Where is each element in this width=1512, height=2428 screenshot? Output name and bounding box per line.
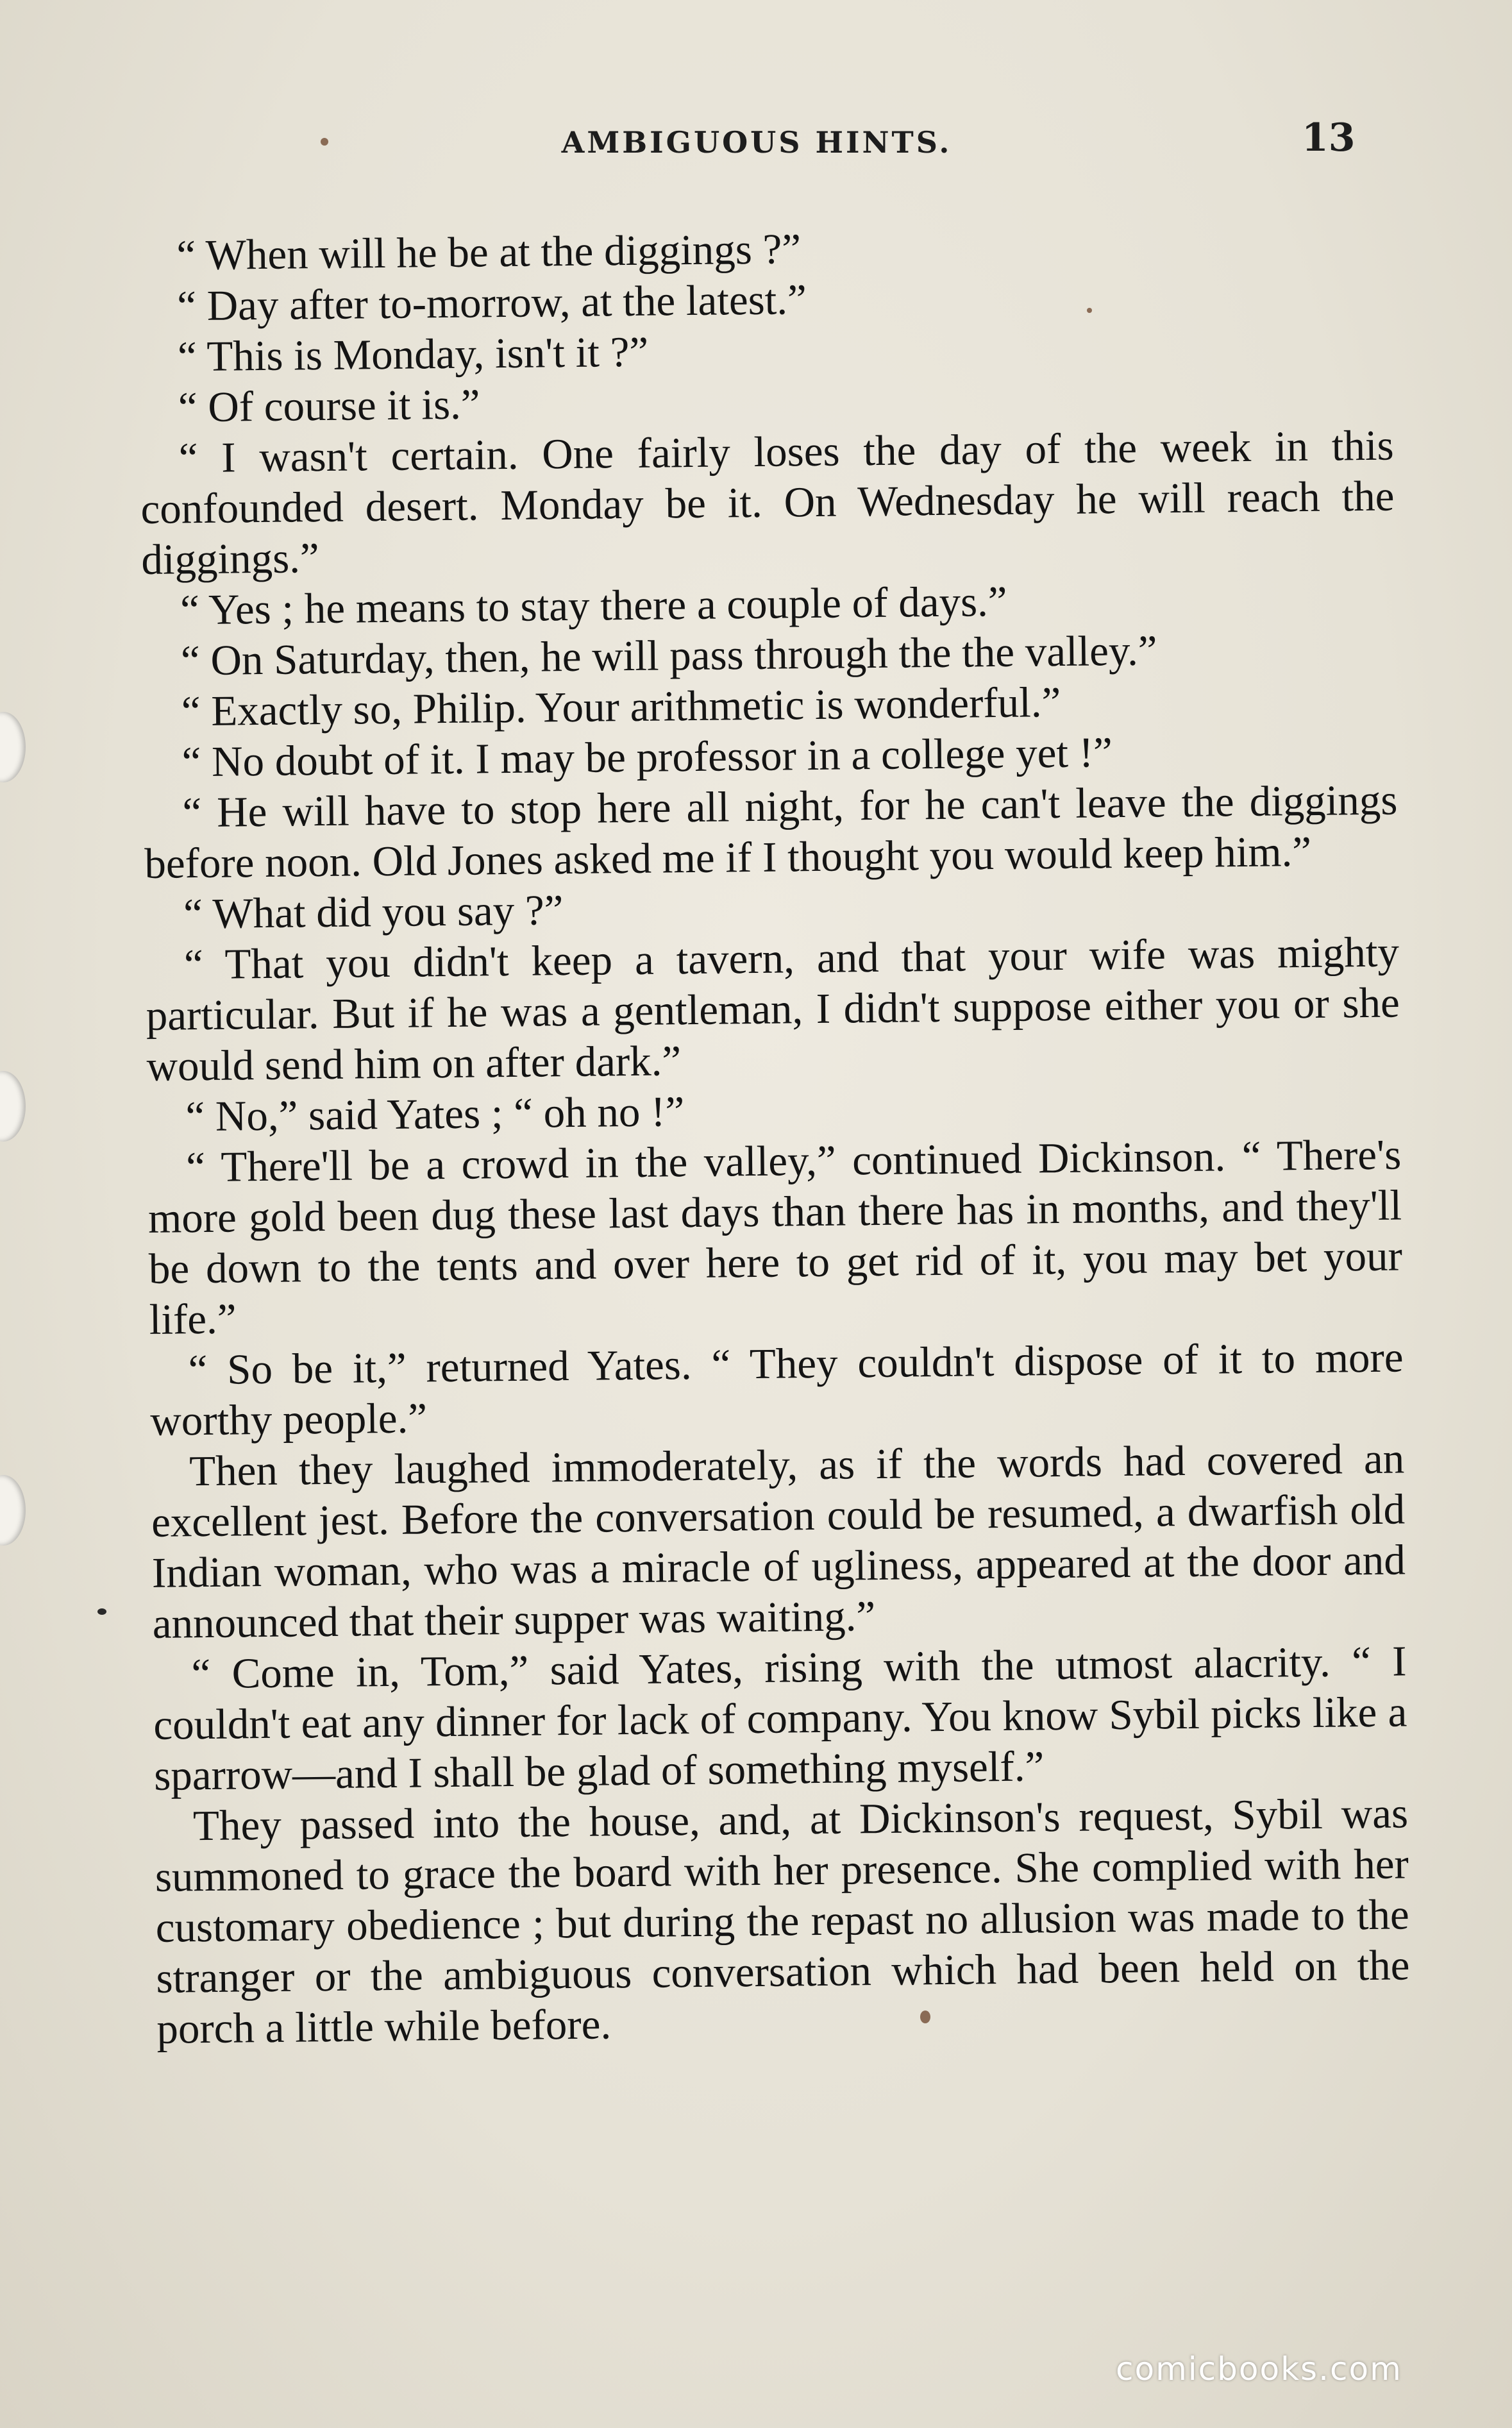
paragraph: “ Day after to-morrow, at the latest.” — [176, 276, 807, 330]
paragraph: “ He will have to stop here all night, for he can't leave the diggings before noon. Old Jones asked me if I thought you would keep him.” — [144, 776, 1398, 888]
paragraph: “ No doubt of it. I may be professor in a college yet !” — [181, 729, 1113, 786]
page-number: 13 — [1302, 115, 1356, 160]
paragraph: “ So be it,” returned Yates. “ They couldn't dispose of it to more worthy people.” — [150, 1333, 1404, 1445]
binding-hole — [0, 712, 26, 782]
paragraph: “ No,” said Yates ; “ oh no !” — [185, 1088, 685, 1141]
paragraph: “ Of course it is.” — [178, 380, 480, 432]
paragraph: Then they laughed immoderately, as if the words had covered an excellent jest. Before the conversation could be resumed, a dwarfish old Indian woman, who was a miracle of ugliness, appeared at the door and announced that their supper was waiting.” — [151, 1435, 1406, 1648]
paragraph: “ There'll be a crowd in the valley,” continued Dickinson. “ There's more gold been dug these last days than there has in months, and they'll be down to the tents and over here to get rid of it, you may bet your life.” — [147, 1131, 1403, 1344]
paper-speck — [97, 1608, 106, 1615]
paper-speck — [321, 138, 328, 146]
paragraph: “ That you didn't keep a tavern, and that your wife was mighty particular. But if he was a gentleman, I didn't suppose either you or she would send him on after dark.” — [146, 928, 1400, 1090]
paragraph: “ Come in, Tom,” said Yates, rising with the utmost alacrity. “ I couldn't eat any dinner for lack of company. You know Sybil picks like a sparrow—and I shall be glad of something myself.” — [153, 1637, 1407, 1800]
binding-hole — [0, 1071, 26, 1142]
watermark-logo: comicbooks.com — [1116, 2350, 1402, 2388]
running-header: AMBIGUOUS HINTS. — [561, 125, 952, 160]
paragraph: “ When will he be at the diggings ?” — [176, 225, 802, 280]
paragraph: “ I wasn't certain. One fairly loses the day of the week in this confounded desert. Monday be it. On Wednesday he will reach the diggings.” — [140, 421, 1395, 584]
paragraph: They passed into the house, and, at Dickinson's request, Sybil was summoned to grace the board with her presence. She complied with her customary obedience ; but during the repast no allusion was made to the stranger or the ambiguous conversation which had been held on the porch a little while before. — [155, 1789, 1410, 2053]
paragraph: “ What did you say ?” — [183, 886, 564, 938]
binding-hole — [0, 1475, 26, 1546]
paragraph: “ On Saturday, then, he will pass through the the valley.” — [180, 627, 1157, 685]
body-text — [138, 218, 1411, 2055]
paragraph: “ This is Monday, isn't it ?” — [177, 328, 649, 381]
paragraph: “ Yes ; he means to stay there a couple of days.” — [180, 577, 1007, 634]
paragraph: “ Exactly so, Philip. Your arithmetic is wonderful.” — [181, 678, 1061, 736]
